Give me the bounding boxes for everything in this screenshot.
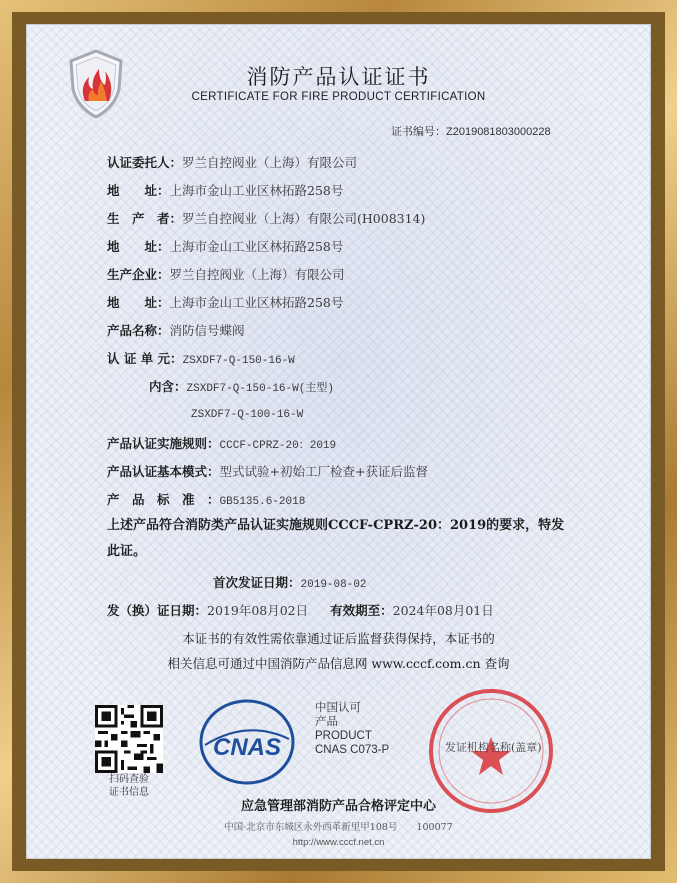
- manufacturer-address-row: [107, 237, 343, 255]
- certificate-number: 证书编号：Z2019081803000228: [391, 126, 551, 138]
- expiry-value: 2024年08月01日: [392, 603, 494, 618]
- product-name-value: 消防信号蝶阀: [169, 323, 245, 338]
- rules-row: [107, 434, 336, 452]
- mode-label: 产品认证基本模式：: [107, 464, 220, 479]
- product-name-label: 产品名称：: [107, 323, 170, 338]
- includes-value: ZSXDF7-Q-150-16-W(主型): [186, 383, 334, 395]
- factory-address-value: 上海市金山工业区林拓路258号: [169, 295, 344, 310]
- rules-value: CCCF-CPRZ-20：2019: [219, 440, 337, 452]
- manufacturer-value: 罗兰自控阀业（上海）有限公司(H008314): [182, 211, 426, 226]
- manufacturer-label: 生 产 者：: [107, 211, 183, 226]
- first-issue-value: 2019-08-02: [300, 579, 367, 591]
- issuer-address: 中国·北京市东城区永外西革新里甲108号 100077: [224, 822, 453, 833]
- unit-row: [107, 349, 295, 367]
- client-address-value: 上海市金山工业区林拓路258号: [169, 183, 344, 198]
- manufacturer-row: [107, 209, 425, 227]
- qr-label-line-1: 扫码查验: [109, 774, 149, 785]
- manufacturer-address-label: 地 址：: [107, 239, 170, 254]
- expiry-label: 有效期至：: [330, 603, 393, 618]
- notice-line-1: 本证书的有效性需依靠通过证后监督获得保持，本证书的: [182, 631, 495, 646]
- cnas-line-3: PRODUCT: [315, 730, 372, 742]
- client-address-row: [107, 181, 343, 199]
- standard-row: [107, 490, 305, 508]
- notice-line-2: 相关信息可通过中国消防产品信息网 www.cccf.com.cn 查询: [167, 656, 510, 671]
- client-row: [107, 153, 357, 171]
- issue-label: 发（换）证日期：: [107, 603, 208, 618]
- rules-label: 产品认证实施规则：: [107, 436, 220, 451]
- includes-label: 内含：: [149, 379, 187, 394]
- cnas-accreditation-text: [315, 701, 389, 757]
- issue-row: [107, 601, 494, 619]
- includes-value-2: ZSXDF7-Q-100-16-W: [191, 409, 304, 421]
- issuing-authority: 应急管理部消防产品合格评定中心: [240, 799, 436, 814]
- mode-row: [107, 462, 428, 480]
- issuer-url[interactable]: http://www.cccf.net.cn: [292, 837, 385, 848]
- product-name-row: [107, 321, 245, 339]
- qr-code-icon[interactable]: [95, 705, 163, 773]
- unit-label: 认 证 单 元：: [107, 351, 183, 366]
- first-issue-label: 首次发证日期：: [213, 575, 301, 590]
- factory-row: [107, 265, 345, 283]
- cnas-logo-text: CNAS: [212, 734, 282, 761]
- seal-caption: 发证机构名称(盖章): [445, 741, 542, 754]
- cnas-line-2: 产品: [315, 716, 338, 728]
- cnas-line-1: 中国认可: [315, 702, 361, 714]
- client-address-label: 地 址：: [107, 183, 170, 198]
- certificate-paper: [26, 24, 651, 859]
- factory-value: 罗兰自控阀业（上海）有限公司: [169, 267, 345, 282]
- certificate-title: 消防产品认证证书: [246, 65, 431, 89]
- standard-label: 产 品 标 准 ：: [107, 492, 220, 507]
- issue-value: 2019年08月02日: [207, 603, 309, 618]
- includes-row: [149, 377, 334, 395]
- manufacturer-address-value: 上海市金山工业区林拓路258号: [169, 239, 344, 254]
- cnas-logo-icon: [199, 699, 295, 785]
- first-issue-row: [213, 573, 367, 591]
- factory-address-row: [107, 293, 343, 311]
- client-value: 罗兰自控阀业（上海）有限公司: [182, 155, 358, 170]
- cnas-line-4: CNAS C073-P: [315, 744, 390, 756]
- qr-label-line-2: 证书信息: [109, 787, 149, 798]
- mode-value: 型式试验+初始工厂检查+获证后监督: [219, 464, 428, 479]
- certification-statement: 上述产品符合消防类产品认证实施规则CCCF-CPRZ-20：2019的要求，特发此证。: [107, 518, 565, 559]
- client-label: 认证委托人：: [107, 155, 183, 170]
- unit-value: ZSXDF7-Q-150-16-W: [182, 355, 295, 367]
- certificate-subtitle: CERTIFICATE FOR FIRE PRODUCT CERTIFICATION: [191, 91, 486, 103]
- factory-address-label: 地 址：: [107, 295, 170, 310]
- factory-label: 生产企业：: [107, 267, 170, 282]
- includes-row-2: [191, 405, 303, 421]
- standard-value: GB5135.6-2018: [219, 496, 306, 508]
